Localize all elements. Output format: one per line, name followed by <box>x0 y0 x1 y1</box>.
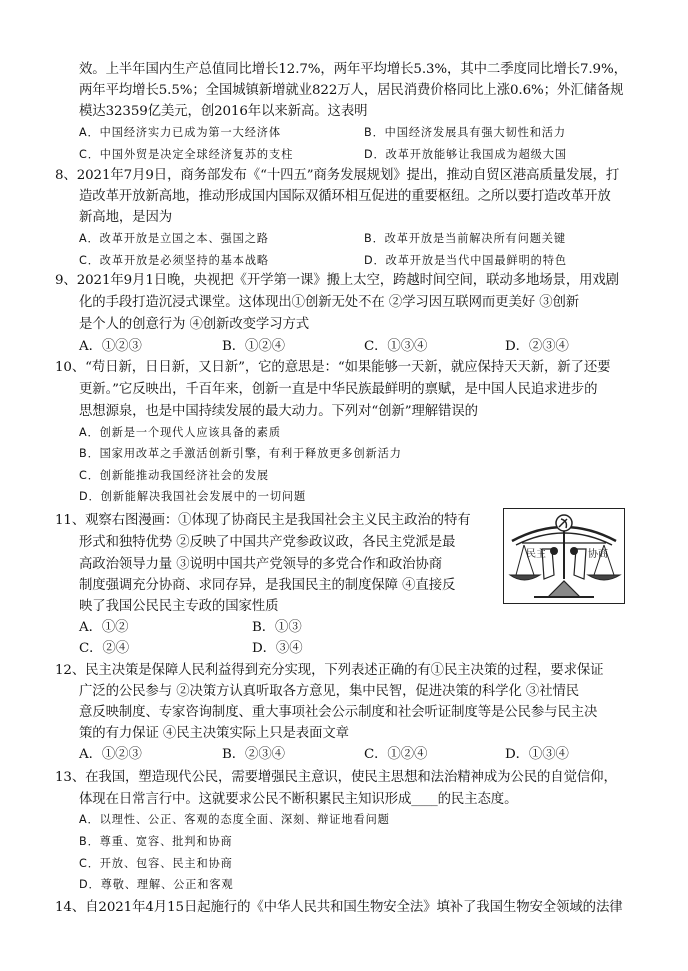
option-c: C．创新能推动我国经济社会的发展 <box>79 469 270 482</box>
option-b: B．①③ <box>252 620 302 635</box>
option-b: B．中国经济发展具有强大韧性和活力 <box>364 126 566 139</box>
option-c: C．改革开放是必须坚持的基本战略 <box>79 254 270 267</box>
question-11: 11、观察右图漫画：①体现了协商民主是我国社会主义民主政治的特有 <box>55 513 471 528</box>
text-line: 化的手段打造沉浸式课堂。这体现出①创新无处不在 ②学习因互联网而更美好 ③创新 <box>79 295 580 310</box>
text-line: 模达32359亿美元，创2016年以来新高。这表明 <box>79 104 368 119</box>
option-a: A．改革开放是立国之本、强国之路 <box>79 232 269 245</box>
option-d: D．创新能解决我国社会发展中的一切问题 <box>79 490 307 503</box>
text-line: 思想源泉，也是中国持续发展的最大动力。下列对“创新”理解错误的 <box>79 404 478 419</box>
question-9: 9、2021年9月1日晚，央视把《开学第一课》搬上太空，跨越时间空间，联动多地场景，用戏剧 <box>55 273 619 288</box>
option-d: D．②③④ <box>505 339 569 354</box>
option-d: D．尊敬、理解、公正和客观 <box>79 878 234 891</box>
text-line: 效。上半年国内生产总值同比增长12.7%，两年平均增长5.3%，其中二季度同比增长7.9%， <box>79 62 627 77</box>
text-line: 更新。”它反映出，千百年来，创新一直是中华民族最鲜明的禀赋，是中国人民追求进步的 <box>79 382 598 397</box>
text-line: 体现在日常言行中。这就要求公民不断积累民主知识形成____的民主态度。 <box>79 792 518 807</box>
option-c: C．①②④ <box>364 747 428 762</box>
option-a: A．创新是一个现代人应该具备的素质 <box>79 426 281 439</box>
text-line: 制度强调充分协商、求同存异，是我国民主的制度保障 ④直接反 <box>79 578 456 593</box>
question-14: 14、自2021年4月15日起施行的《中华人民共和国生物安全法》填补了我国生物安全领域的法律 <box>55 900 623 915</box>
option-d: D．改革开放是当代中国最鲜明的特色 <box>364 254 567 267</box>
text-line: 是个人的创意行为 ④创新改变学习方式 <box>79 317 310 332</box>
option-d: D．③④ <box>252 641 303 656</box>
option-b: B．①②④ <box>222 339 285 354</box>
option-d: D．改革开放能够让我国成为超级大国 <box>364 148 567 161</box>
option-a: A．中国经济实力已成为第一大经济体 <box>79 126 281 139</box>
text-line: 映了我国公民民主专政的国家性质 <box>79 599 279 614</box>
text-line: 意反映制度、专家咨询制度、重大事项社会公示制度和社会听证制度等是公民参与民主决 <box>79 705 598 720</box>
option-a: A．①②③ <box>79 339 142 354</box>
question-13: 13、在我国，塑造现代公民，需要增强民主意识，使民主思想和法治精神成为公民的自觉信仰， <box>55 770 617 785</box>
option-c: C．②④ <box>79 641 130 656</box>
question-10: 10、“苟日新，日日新，又日新”，它的意思是：“如果能够一天新，就应保持天天新，新了还要 <box>55 360 611 375</box>
text-line: 策的有力保证 ④民主决策实际上只是表面文章 <box>79 726 349 741</box>
text-line: 广泛的公民参与 ②决策方认真听取各方意见，集中民智，促进决策的科学化 ③社情民 <box>79 684 580 699</box>
text-line: 造改革开放新高地，推动形成国内国际双循环相互促进的重要枢纽。之所以要打造改革开放 <box>79 189 611 204</box>
option-b: B．国家用改革之手激活创新引擎，有利于释放更多创新活力 <box>79 447 402 460</box>
cartoon-illustration <box>503 508 625 604</box>
text-line: 高政治领导力量 ③说明中国共产党领导的多党合作和政治协商 <box>79 557 443 572</box>
option-a: A．以理性、公正、客观的态度全面、深刻、辩证地看问题 <box>79 813 390 826</box>
option-c: C．①③④ <box>364 339 428 354</box>
question-12: 12、民主决策是保障人民利益得到充分实现，下列表述正确的有①民主决策的过程，要求保证 <box>55 663 604 678</box>
text-line: 两年平均增长5.5%；全国城镇新增就业822万人，居民消费价格同比上涨0.6%；外汇储备规 <box>79 83 624 98</box>
option-a: A．①② <box>79 620 129 635</box>
cartoon-left-label: 民主 <box>526 549 546 560</box>
option-b: B．改革开放是当前解决所有问题关键 <box>364 232 566 245</box>
option-d: D．①③④ <box>505 747 569 762</box>
text-line: 新高地，是因为 <box>79 210 173 225</box>
scale-drawing <box>504 509 624 602</box>
option-a: A．①②③ <box>79 747 142 762</box>
option-b: B．②③④ <box>222 747 285 762</box>
text-line: 形式和独特优势 ②反映了中国共产党参政议政，各民主党派是最 <box>79 535 456 550</box>
question-8: 8、2021年7月9日，商务部发布《“十四五”商务发展规划》提出，推动自贸区港高质量发展，打 <box>55 168 620 183</box>
cartoon-right-label: 协商 <box>588 549 608 560</box>
option-b: B．尊重、宽容、批判和协商 <box>79 835 233 848</box>
option-c: C．中国外贸是决定全球经济复苏的支柱 <box>79 148 294 161</box>
option-c: C．开放、包容、民主和协商 <box>79 857 233 870</box>
